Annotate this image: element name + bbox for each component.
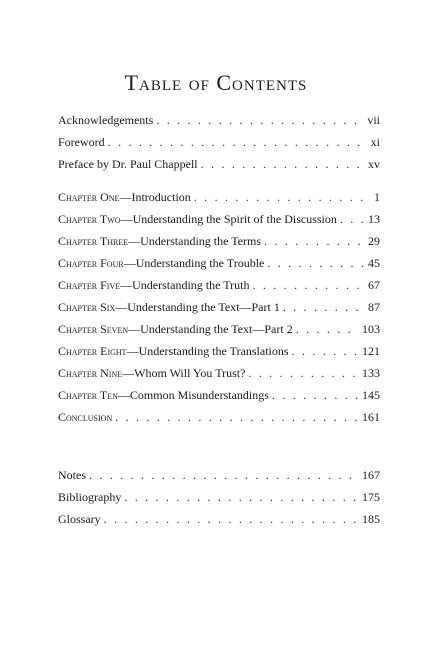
toc-entry-page: 185 (362, 512, 380, 526)
chapter-title: —Understanding the Spirit of the Discussion (120, 212, 337, 226)
toc-entry-label (58, 234, 261, 249)
toc-entry-page: 167 (362, 468, 380, 482)
chapter-title: —Understanding the Trouble (123, 256, 265, 270)
toc-entry-notes[interactable] (58, 468, 380, 490)
toc-entry-chapter-10[interactable] (58, 388, 380, 410)
chapter-title: —Understanding the Terms (128, 234, 262, 248)
chapter-prefix: Chapter Six (58, 300, 116, 314)
toc-entry-page: 1 (374, 190, 380, 204)
toc-entry-label (58, 190, 191, 205)
dot-leader (248, 366, 359, 381)
toc-entry-label (58, 344, 289, 359)
chapter-prefix: Chapter Two (58, 212, 121, 226)
toc-entry-label (58, 410, 112, 425)
toc-entry-chapter-9[interactable] (58, 366, 380, 388)
chapter-prefix: Conclusion (58, 410, 113, 424)
chapter-prefix: Chapter Nine (58, 366, 123, 380)
dot-leader (124, 490, 359, 505)
chapter-title: —Understanding the Translations (126, 344, 289, 358)
toc-entry-label (58, 212, 337, 227)
toc-entry-chapter-3[interactable] (58, 234, 380, 256)
toc-entry-page: xv (368, 157, 380, 171)
toc-entry-page: 175 (362, 490, 380, 504)
toc-entry-page: 87 (368, 300, 380, 314)
toc-entry-chapter-2[interactable] (58, 212, 380, 234)
dot-leader (283, 300, 365, 315)
toc-entry-page: 103 (362, 322, 380, 336)
toc-entry-label (58, 388, 269, 403)
toc-entry-label: Preface by Dr. Paul Chappell (58, 157, 198, 171)
toc-entry-page: 133 (362, 366, 380, 380)
chapter-title: —Common Misunderstandings (117, 388, 269, 402)
chapter-prefix: Chapter Three (58, 234, 129, 248)
chapter-prefix: Chapter One (58, 190, 120, 204)
dot-leader (340, 212, 365, 227)
chapter-prefix: Chapter Ten (58, 388, 118, 402)
dot-leader (292, 344, 359, 359)
toc-entry-label (58, 300, 280, 315)
dot-leader (264, 234, 365, 249)
toc-entry-chapter-1[interactable] (58, 190, 380, 212)
toc-entry-chapter-8[interactable] (58, 344, 380, 366)
dot-leader (89, 468, 359, 483)
toc-entry-page: 145 (362, 388, 380, 402)
dot-leader (272, 388, 359, 403)
chapter-prefix: Chapter Five (58, 278, 121, 292)
dot-leader (201, 157, 365, 172)
toc-entry-foreword[interactable] (58, 135, 380, 157)
toc-entry-label (58, 322, 293, 337)
toc-entry-acknowledgements[interactable] (58, 113, 380, 135)
toc-entry-label: Glossary (58, 512, 101, 526)
toc-entry-page: xi (370, 135, 380, 149)
chapter-title: —Understanding the Truth (120, 278, 250, 292)
toc-entry-chapter-7[interactable] (58, 322, 380, 344)
chapter-title: —Understanding the Text—Part 2 (128, 322, 293, 336)
toc-entry-label: Foreword (58, 135, 105, 149)
front-matter-list (58, 113, 380, 179)
dot-leader (194, 190, 371, 205)
chapters-list (58, 190, 380, 432)
chapter-title: —Understanding the Text—Part 1 (115, 300, 280, 314)
toc-entry-chapter-5[interactable] (58, 278, 380, 300)
toc-entry-chapter-6[interactable] (58, 300, 380, 322)
toc-entry-page: 161 (362, 410, 380, 424)
toc-entry-bibliography[interactable] (58, 490, 380, 512)
chapter-title: —Introduction (119, 190, 191, 204)
toc-entry-page: 45 (368, 256, 380, 270)
chapter-prefix: Chapter Four (58, 256, 124, 270)
toc-entry-page: 121 (362, 344, 380, 358)
chapter-prefix: Chapter Seven (58, 322, 129, 336)
toc-entry-preface[interactable] (58, 157, 380, 179)
toc-entry-label (58, 256, 264, 271)
toc-entry-page: vii (367, 113, 380, 127)
toc-entry-page: 13 (368, 212, 380, 226)
toc-entry-page: 67 (368, 278, 380, 292)
toc-entry-label: Notes (58, 468, 86, 482)
toc-entry-label (58, 366, 245, 381)
chapter-prefix: Chapter Eight (58, 344, 127, 358)
page-title: Table of Contents (124, 70, 308, 95)
dot-leader (108, 135, 368, 150)
toc-entry-conclusion[interactable] (58, 410, 380, 432)
dot-leader (252, 278, 365, 293)
dot-leader (156, 113, 364, 128)
toc-entry-chapter-4[interactable] (58, 256, 380, 278)
toc-entry-label: Acknowledgements (58, 113, 154, 127)
chapter-title: —Whom Will You Trust? (122, 366, 246, 380)
dot-leader (104, 512, 359, 527)
toc-entry-label: Bibliography (58, 490, 122, 504)
dot-leader (267, 256, 365, 271)
toc-entry-page: 29 (368, 234, 380, 248)
toc-entry-glossary[interactable] (58, 512, 380, 534)
toc-entry-label (58, 278, 249, 293)
dot-leader (296, 322, 359, 337)
dot-leader (115, 410, 359, 425)
back-matter-list (58, 468, 380, 534)
